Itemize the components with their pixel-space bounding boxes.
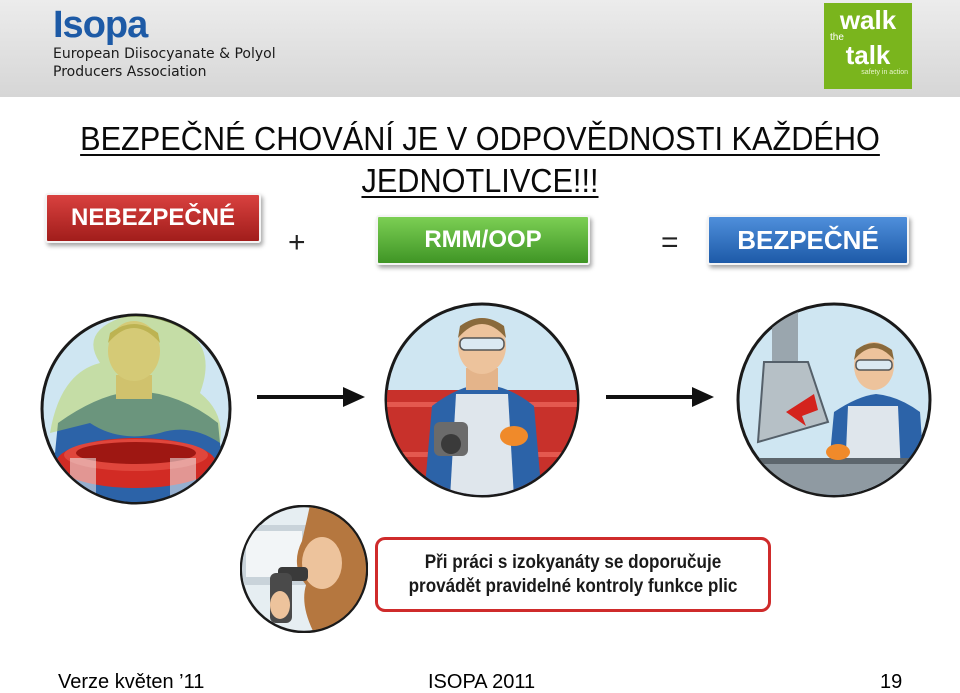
footer-version: Verze květen ’11 (58, 671, 205, 693)
walk-logo-line1: walk (839, 5, 897, 35)
page-number: 19 (880, 671, 903, 693)
isopa-logo (53, 5, 276, 81)
unsafe-box: NEBEZPEČNÉ (45, 193, 261, 243)
ventilation-worker-illustration (736, 302, 932, 498)
header-bar (0, 0, 960, 97)
isopa-line1: European Diisocyanate & Polyol (53, 46, 276, 62)
slide-title: BEZPEČNÉ CHOVÁNÍ JE V ODPOVĚDNOSTI KAŽDÉHO JEDNOTLIVCE!!! (80, 120, 880, 199)
isopa-line2: Producers Association (53, 64, 207, 80)
walk-logo-line2: the (830, 32, 844, 43)
arrow-right-icon (257, 385, 367, 409)
measures-box: RMM/OOP (376, 215, 590, 265)
walk-logo-tagline: safety in action (861, 69, 908, 76)
ppe-worker-illustration (384, 302, 580, 498)
safe-box: BEZPEČNÉ (707, 215, 909, 265)
equals-sign: = (661, 226, 679, 259)
note-line2: provádět pravidelné kontroly funkce plic (408, 576, 738, 597)
walk-logo-line3: talk (845, 40, 891, 70)
lung-function-test-illustration (240, 505, 368, 633)
footer-copyright: ISOPA 2011 (428, 671, 536, 693)
unsafe-worker-illustration (40, 313, 232, 505)
recommendation-note (375, 537, 771, 612)
arrow-right-icon (606, 385, 716, 409)
note-line1: Při práci s izokyanáty se doporučuje (424, 552, 722, 573)
walk-the-talk-logo (824, 3, 912, 89)
isopa-brand: Isopa (53, 4, 148, 46)
plus-sign: + (288, 226, 306, 259)
